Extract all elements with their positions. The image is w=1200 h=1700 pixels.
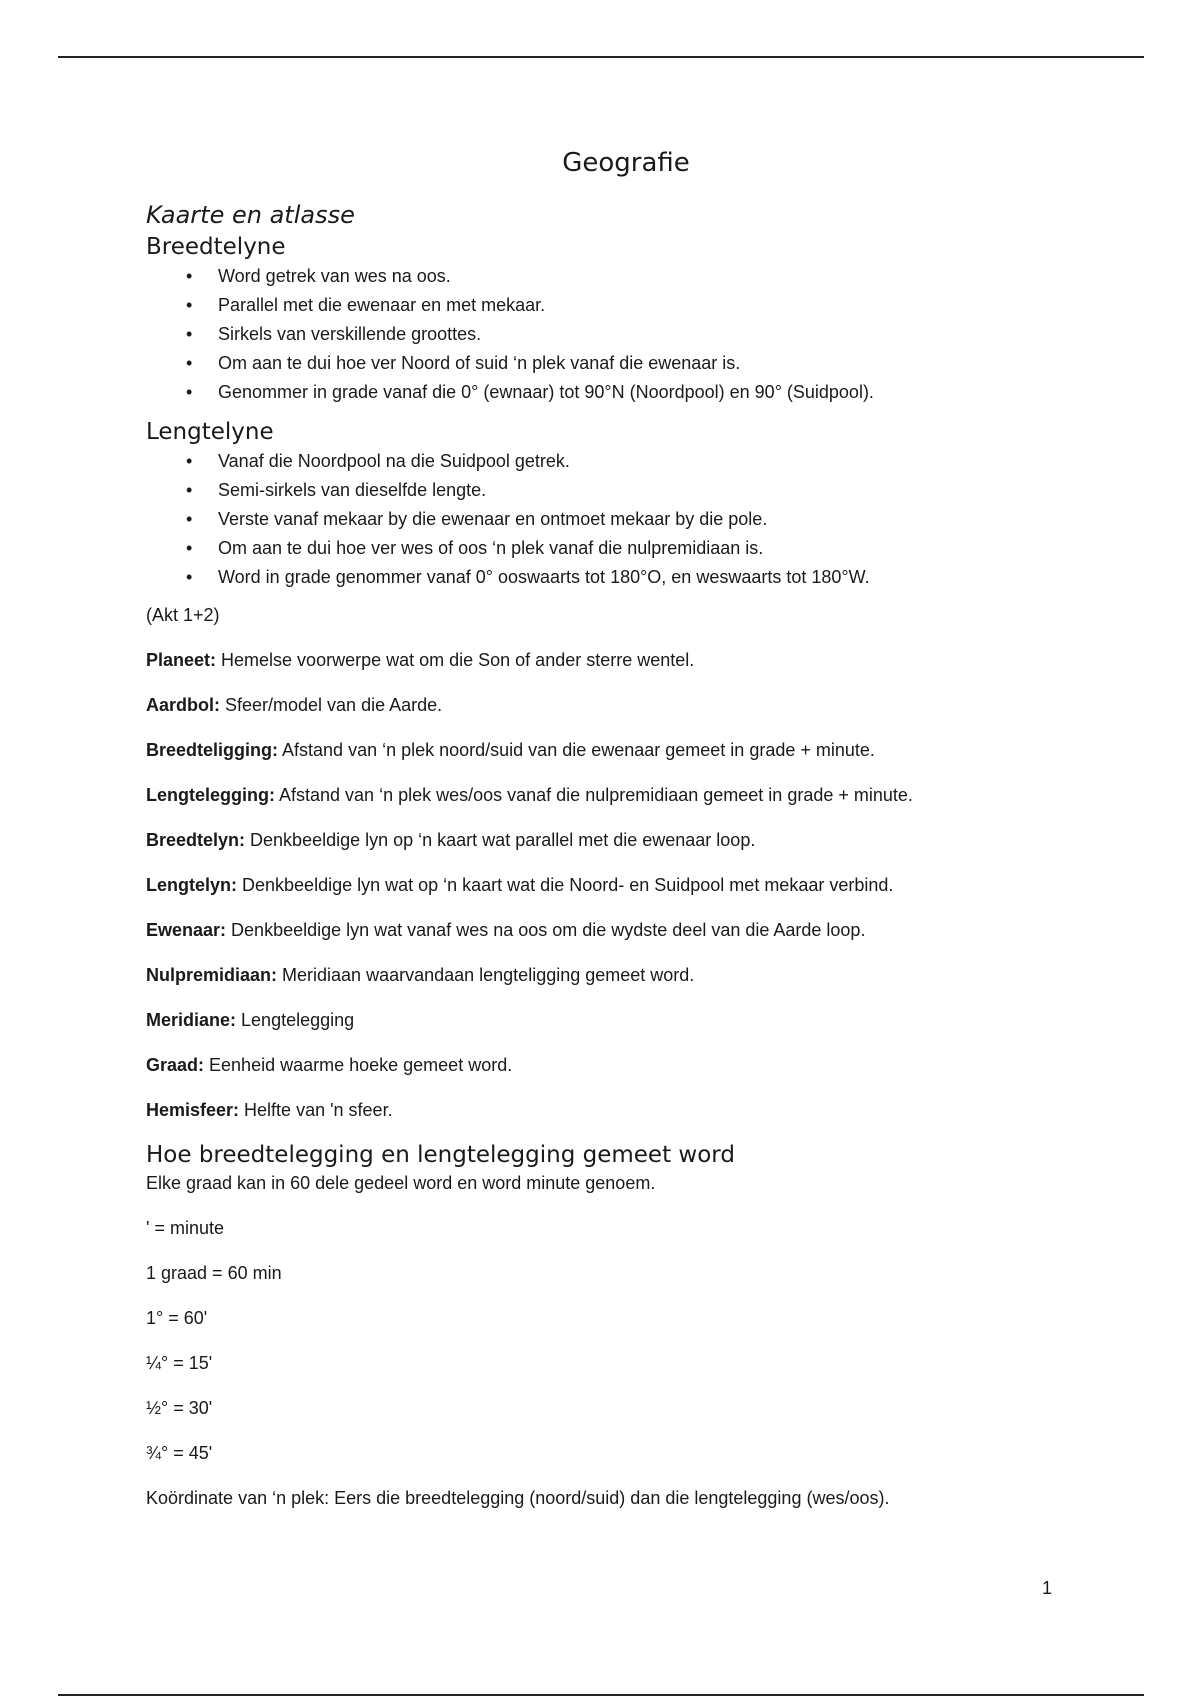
definition — [146, 737, 1046, 763]
bullet-icon: • — [186, 295, 193, 315]
list-item-text: Verste vanaf mekaar by die ewenaar en ontmoet mekaar by die pole. — [218, 509, 768, 529]
measure-line: ¼° = 15' — [146, 1353, 213, 1373]
definition-text: Denkbeeldige lyn wat vanaf wes na oos om die wydste deel van die Aarde loop. — [226, 920, 866, 940]
definition-term: Aardbol: — [146, 695, 220, 715]
definition-term: Lengtelegging: — [146, 785, 275, 805]
definition — [146, 1052, 1046, 1078]
list-item — [146, 534, 1046, 563]
header-rule — [58, 56, 1144, 58]
list-item-text: Genommer in grade vanaf die 0° (ewnaar) tot 90°N (Noordpool) en 90° (Suidpool). — [218, 382, 874, 402]
section-heading: Kaarte en atlasse — [146, 201, 355, 229]
measure-line: 1 graad = 60 min — [146, 1263, 282, 1283]
breedtelyne-heading: Breedtelyne — [146, 234, 286, 260]
definition — [146, 917, 1046, 943]
list-item — [146, 320, 1046, 349]
definition-text: Eenheid waarme hoeke gemeet word. — [204, 1055, 513, 1075]
document-body — [146, 140, 1046, 1530]
measure-line: 1° = 60' — [146, 1308, 208, 1328]
list-item — [146, 378, 1046, 407]
list-item-text: Om aan te dui hoe ver Noord of suid ‘n plek vanaf die ewenaar is. — [218, 353, 741, 373]
definition-text: Afstand van ‘n plek wes/oos vanaf die nulpremidiaan gemeet in grade + minute. — [275, 785, 913, 805]
page-title: Geografie — [562, 148, 690, 178]
definition-text: Afstand van ‘n plek noord/suid van die ewenaar gemeet in grade + minute. — [278, 740, 875, 760]
bullet-icon: • — [186, 480, 193, 500]
definition-term: Planeet: — [146, 650, 217, 670]
definition-text: Denkbeeldige lyn op ‘n kaart wat parallel met die ewenaar loop. — [245, 830, 756, 850]
definition-term: Breedtelyn: — [146, 830, 246, 850]
list-item-text: Vanaf die Noordpool na die Suidpool getrek. — [218, 451, 570, 471]
list-item-text: Om aan te dui hoe ver wes of oos ‘n plek vanaf die nulpremidiaan is. — [218, 538, 764, 558]
measure-line: Koördinate van ‘n plek: Eers die breedtelegging (noord/suid) dan die lengtelegging (wes/oos). — [146, 1488, 890, 1508]
definition — [146, 692, 1046, 718]
measure-line: ¾° = 45' — [146, 1443, 213, 1463]
list-item-text: Word in grade genommer vanaf 0° ooswaarts tot 180°O, en weswaarts tot 180°W. — [218, 567, 870, 587]
definition — [146, 1007, 1046, 1033]
list-item — [146, 476, 1046, 505]
lengtelyne-list — [146, 447, 1046, 592]
page-number: 1 — [1042, 1578, 1053, 1598]
definition-text: Hemelse voorwerpe wat om die Son of ander sterre wentel. — [216, 650, 695, 670]
list-item — [146, 262, 1046, 291]
bullet-icon: • — [186, 382, 193, 402]
bullet-icon: • — [186, 451, 193, 471]
definition-term: Hemisfeer: — [146, 1100, 240, 1120]
measure-line: ½° = 30' — [146, 1398, 213, 1418]
list-item-text: Semi-sirkels van dieselfde lengte. — [218, 480, 487, 500]
definition-text: Helfte van 'n sfeer. — [239, 1100, 393, 1120]
list-item — [146, 447, 1046, 476]
definition — [146, 1097, 1046, 1123]
definition-term: Graad: — [146, 1055, 205, 1075]
definition-text: Denkbeeldige lyn wat op ‘n kaart wat die Noord- en Suidpool met mekaar verbind. — [237, 875, 894, 895]
definition-term: Meridiane: — [146, 1010, 237, 1030]
definition-text: Meridiaan waarvandaan lengteligging gemeet word. — [277, 965, 695, 985]
list-item — [146, 349, 1046, 378]
list-item — [146, 505, 1046, 534]
definition-term: Nulpremidiaan: — [146, 965, 278, 985]
definition-term: Breedteligging: — [146, 740, 279, 760]
list-item — [146, 291, 1046, 320]
definition — [146, 872, 1046, 898]
list-item-text: Parallel met die ewenaar en met mekaar. — [218, 295, 546, 315]
footer-rule — [58, 1694, 1144, 1696]
lengtelyne-heading: Lengtelyne — [146, 419, 274, 445]
bullet-icon: • — [186, 324, 193, 344]
list-item — [146, 563, 1046, 592]
definition-term: Ewenaar: — [146, 920, 227, 940]
breedtelyne-list — [146, 262, 1046, 407]
activity-note: (Akt 1+2) — [146, 605, 220, 625]
measure-line: ' = minute — [146, 1218, 224, 1238]
bullet-icon: • — [186, 353, 193, 373]
bullet-icon: • — [186, 266, 193, 286]
measure-heading: Hoe breedtelegging en lengtelegging gemeet word — [146, 1142, 735, 1168]
definition — [146, 962, 1046, 988]
bullet-icon: • — [186, 538, 193, 558]
list-item-text: Sirkels van verskillende groottes. — [218, 324, 482, 344]
definition-text: Sfeer/model van die Aarde. — [220, 695, 443, 715]
definition — [146, 827, 1046, 853]
bullet-icon: • — [186, 509, 193, 529]
bullet-icon: • — [186, 567, 193, 587]
definition — [146, 647, 1046, 673]
definition-term: Lengtelyn: — [146, 875, 238, 895]
definition — [146, 782, 1046, 808]
definition-text: Lengtelegging — [236, 1010, 355, 1030]
list-item-text: Word getrek van wes na oos. — [218, 266, 451, 286]
measure-line: Elke graad kan in 60 dele gedeel word en word minute genoem. — [146, 1173, 656, 1193]
